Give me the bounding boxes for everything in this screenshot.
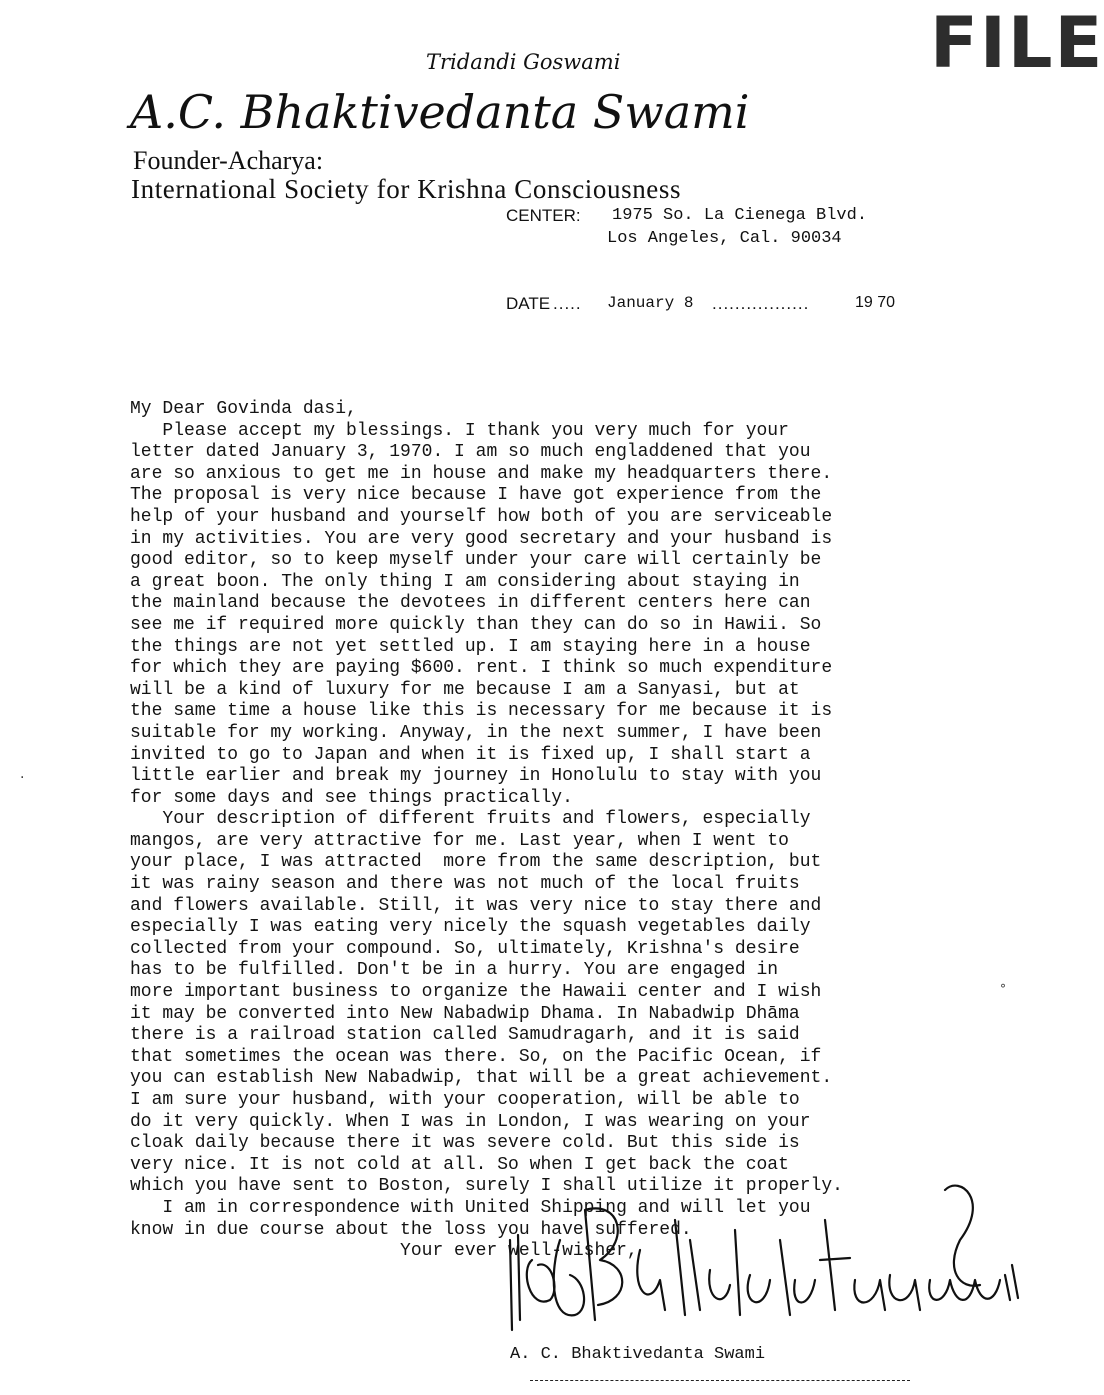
letter-line: suitable for my working. Anyway, in the next summer, I have been — [130, 722, 822, 743]
letter-line: the things are not yet settled up. I am staying here in a house — [130, 636, 811, 657]
founder-label: Founder-Acharya: — [133, 146, 324, 175]
letter-line: I am in correspondence with United Shipping and will let you — [130, 1197, 811, 1218]
letter-line: little earlier and break my journey in Honolulu to stay with you — [130, 766, 822, 787]
center-address-line1: 1975 So. La Cienega Blvd. — [612, 206, 868, 225]
date-value: January 8 — [607, 294, 694, 312]
letterhead-subtitle: Tridandi Goswami — [426, 50, 621, 74]
letter-line: it was rainy season and there was not much of the local fruits — [130, 874, 800, 895]
date-dots-2: ................. — [712, 294, 810, 313]
letter-line: in my activities. You are very good secretary and your husband is — [130, 528, 833, 549]
letter-line: do it very quickly. When I was in London, I was wearing on your — [130, 1111, 811, 1132]
letter-line: good editor, so to keep myself under your care will certainly be — [130, 550, 822, 571]
letter-line: for which they are paying $600. rent. I think so much expenditure — [130, 658, 833, 679]
letter-line: collected from your compound. So, ultimately, Krishna's desire — [130, 938, 800, 959]
letter-line: Please accept my blessings. I thank you very much for your — [130, 420, 789, 441]
margin-mark-right: ° — [1000, 982, 1006, 996]
letter-line: the same time a house like this is necessary for me because it is — [130, 701, 833, 722]
margin-mark-left: · — [20, 770, 25, 786]
letter-line: invited to go to Japan and when it is fixed up, I shall start a — [130, 744, 811, 765]
letter-line: help of your husband and yourself how both of you are serviceable — [130, 506, 833, 527]
letter-line: cloak daily because there it was severe cold. But this side is — [130, 1133, 800, 1154]
date-dots: ..... — [553, 294, 582, 313]
letter-line: it may be converted into New Nabadwip Dhama. In Nabadwip Dhāma — [130, 1003, 800, 1024]
letter-line: has to be fulfilled. Don't be in a hurry. You are engaged in — [130, 960, 779, 981]
letter-line: especially I was eating very nicely the squash vegetables daily — [130, 917, 811, 938]
letter-line: Your description of different fruits and flowers, especially — [130, 809, 811, 830]
date-year: 19 70 — [855, 294, 896, 311]
letter-line: very nice. It is not cold at all. So when I get back the coat — [130, 1154, 789, 1175]
letter-line: you can establish New Nabadwip, that will be a great achievement. — [130, 1068, 833, 1089]
letter-line: are so anxious to get me in house and make my headquarters there. — [130, 463, 833, 484]
center-address-line2: Los Angeles, Cal. 90034 — [607, 229, 842, 248]
letter-line: that sometimes the ocean was there. So, on the Pacific Ocean, if — [130, 1046, 822, 1067]
date-label: DATE — [506, 294, 551, 313]
file-stamp: FILE — [930, 2, 1104, 84]
letter-line: will be a kind of luxury for me because I am a Sanyasi, but at — [130, 679, 800, 700]
center-label: CENTER: — [506, 206, 581, 225]
letter-line: there is a railroad station called Samudragarh, and it is said — [130, 1025, 800, 1046]
letter-line: for some days and see things practically. — [130, 787, 573, 808]
letter-line: a great boon. The only thing I am considering about staying in — [130, 571, 800, 592]
letter-body — [130, 399, 980, 1263]
typed-signature-name: A. C. Bhaktivedanta Swami — [510, 1345, 766, 1364]
signature-underline — [530, 1380, 910, 1381]
letter-line: and flowers available. Still, it was very nice to stay there and — [130, 895, 822, 916]
letter-line: mangos, are very attractive for me. Last year, when I went to — [130, 830, 789, 851]
society-name: International Society for Krishna Consciousness — [131, 174, 682, 204]
letter-line: Your ever well-wisher, — [130, 1241, 638, 1262]
letter-line: My Dear Govinda dasi, — [130, 399, 357, 419]
letter-line: your place, I was attracted more from the same description, but — [130, 852, 822, 873]
letter-line: The proposal is very nice because I have got experience from the — [130, 485, 822, 506]
letter-line: letter dated January 3, 1970. I am so much engladdened that you — [130, 442, 811, 463]
letter-line: the mainland because the devotees in different centers here can — [130, 593, 811, 614]
letter-line: see me if required more quickly than they can do so in Hawii. So — [130, 614, 822, 635]
letterhead-title: A.C. Bhaktivedanta Swami — [130, 85, 750, 139]
letter-line: which you have sent to Boston, surely I shall utilize it properly. — [130, 1176, 843, 1197]
letter-line: I am sure your husband, with your cooperation, will be able to — [130, 1090, 800, 1110]
handwritten-signature — [490, 1180, 1030, 1340]
letter-line: know in due course about the loss you have suffered. — [130, 1219, 692, 1240]
letter-line: more important business to organize the Hawaii center and I wish — [130, 982, 822, 1003]
